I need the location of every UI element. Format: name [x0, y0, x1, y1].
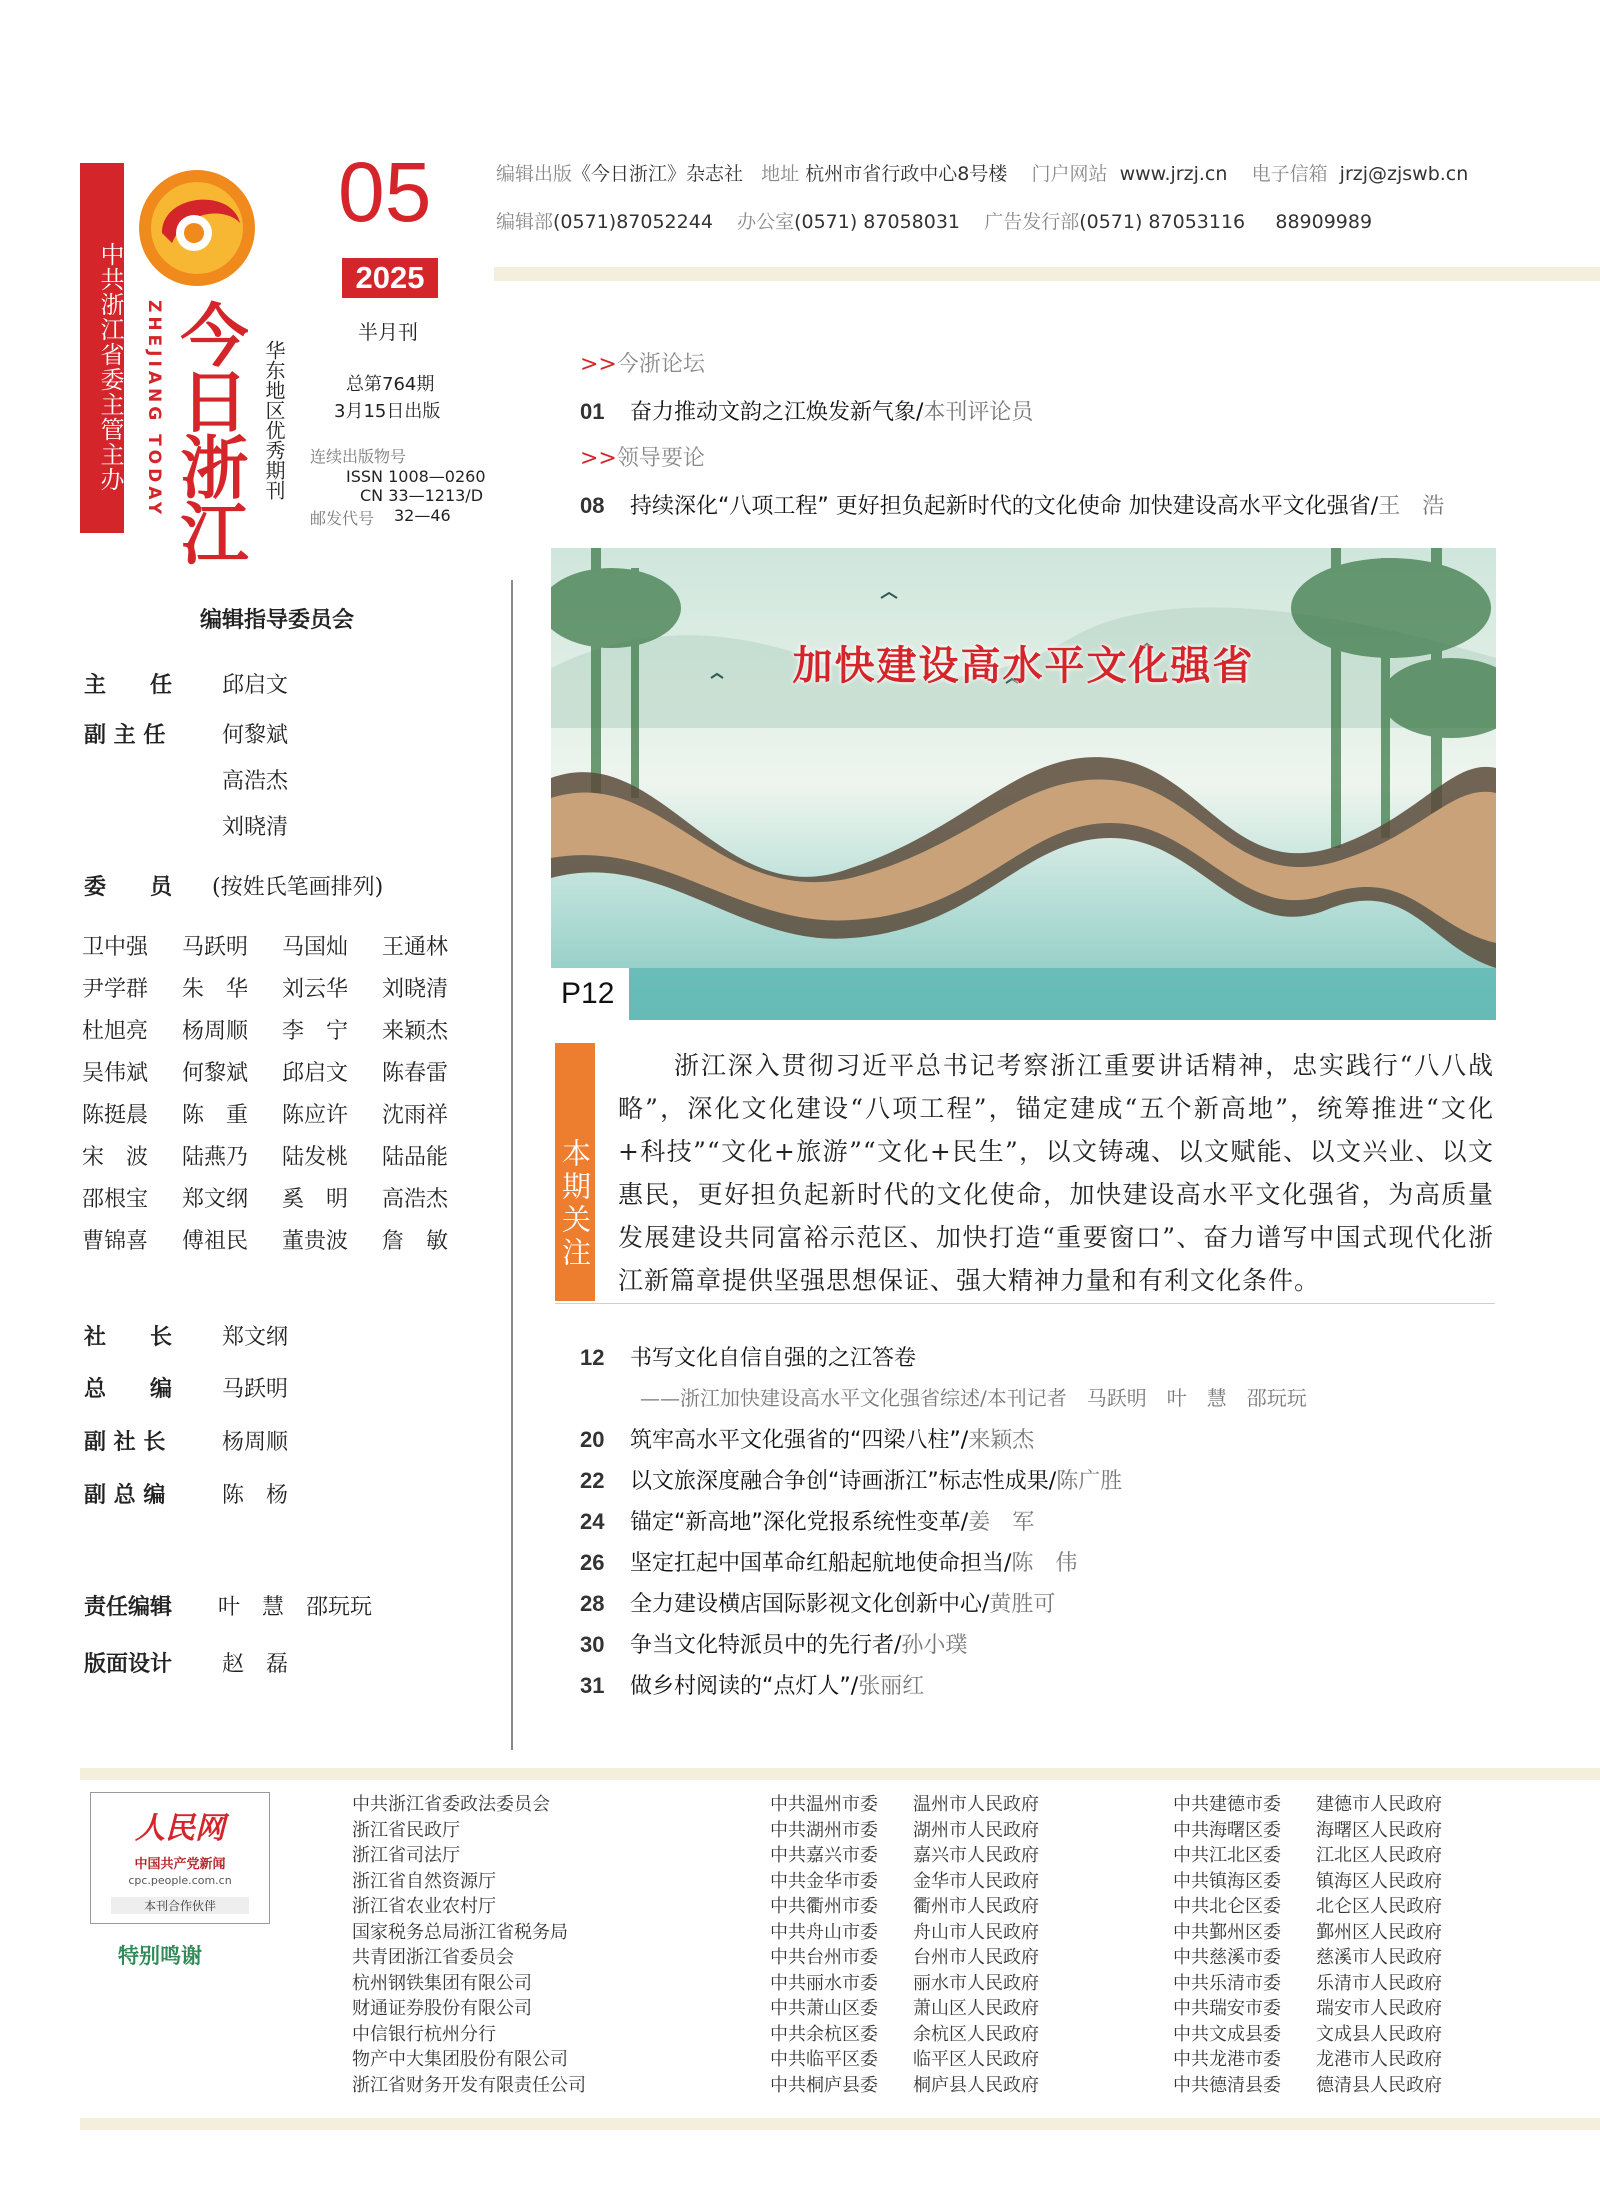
office-label: 办公室	[737, 211, 795, 233]
toc-item-24[interactable]	[580, 1505, 1307, 1546]
thanks-entry: 财通证券股份有限公司	[352, 1998, 532, 2019]
vice-president-name: 杨周顺	[222, 1430, 289, 1455]
thanks-entry: 慈溪市人民政府	[1316, 1947, 1442, 1968]
thanks-entry: 文成县人民政府	[1316, 2023, 1442, 2045]
thanks-col-2	[770, 1792, 878, 2098]
member-name: 陈 重	[182, 1103, 249, 1128]
member-name: 卫中强	[82, 935, 149, 960]
thanks-entry: 中共浙江省委政法委员会	[352, 1794, 550, 1815]
thanks-entry: 共青团浙江省委员会	[352, 1947, 514, 1968]
thanks-entry: 临平区人民政府	[913, 2049, 1039, 2070]
title-english: ZHEJIANG TODAY	[144, 300, 164, 519]
toc-item-26[interactable]	[580, 1546, 1307, 1587]
postal-code: 32—46	[394, 506, 451, 525]
thanks-entry: 中共鄞州区委	[1173, 1921, 1281, 1943]
toc-author: ——浙江加快建设高水平文化强省综述/本刊记者 马跃明 叶 慧 邵玩玩	[640, 1386, 1307, 1410]
toc-page: 28	[580, 1591, 605, 1616]
thanks-entry: 丽水市人民政府	[913, 1972, 1039, 1994]
toc-list	[580, 1341, 1307, 1710]
toc-page: 20	[580, 1427, 605, 1452]
ad-label: 广告发行部	[984, 211, 1080, 233]
thanks-entry: 桐庐县人民政府	[913, 2074, 1039, 2096]
focus-rule	[555, 1303, 1495, 1304]
thanks-entry: 中共温州市委	[770, 1794, 878, 1815]
toc-item-20[interactable]	[580, 1423, 1307, 1464]
thanks-entry: 中共湖州市委	[770, 1819, 878, 1841]
member-name: 董贵波	[282, 1229, 349, 1254]
thanks-entry: 萧山区人民政府	[913, 1998, 1039, 2019]
thanks-entry: 湖州市人民政府	[913, 1819, 1039, 1841]
toc-title: 书写文化自信自强的之江答卷	[630, 1346, 917, 1371]
member-name: 沈雨祥	[382, 1103, 449, 1128]
member-name: 刘云华	[282, 977, 349, 1002]
president-label: 社 长	[84, 1325, 173, 1350]
thanks-entry: 浙江省司法厅	[352, 1845, 460, 1866]
focus-text: 浙江深入贯彻习近平总书记考察浙江重要讲话精神，忠实践行“八八战略”，深化文化建设“八项工程”，锚定建成“五个新高地”，统筹推进“文化+科技”“文化+旅游”“文化+民生”，以文铸魂、以文赋能、以文兴业、以文惠民，更好担负起新时代的文化使命，加快建设高水平文化强省，为高质量发展建设共同富裕示范区、加快打造“重要窗口”、奋力谱写中国式现代化浙江新篇章提供坚强思想保证、强大精神力量和有利文化条件。	[618, 1051, 1494, 1295]
people-logo-sub: 中国共产党新闻	[134, 1857, 226, 1872]
thanks-entry: 杭州钢铁集团有限公司	[352, 1972, 532, 1994]
publish-date: 3月15日出版	[334, 401, 441, 422]
thanks-entry: 舟山市人民政府	[913, 1921, 1039, 1943]
toc-item-28[interactable]	[580, 1587, 1307, 1628]
thanks-entry: 余杭区人民政府	[913, 2023, 1039, 2045]
member-name: 詹 敏	[382, 1229, 449, 1254]
deputy-label: 副 主 任	[84, 723, 166, 748]
people-logo-text: 人民网	[135, 1811, 225, 1846]
members-grid	[82, 930, 482, 1255]
member-name: 吴伟斌	[82, 1061, 149, 1086]
vice-president-label: 副 社 长	[84, 1430, 166, 1455]
toc-author: 陈广胜	[1056, 1469, 1123, 1494]
office-phone: (0571) 87058031	[794, 211, 961, 233]
section-head-leaders	[580, 441, 705, 472]
thanks-entry: 中共文成县委	[1173, 2023, 1281, 2045]
toc-title: 以文旅深度融合争创“诗画浙江”标志性成果/	[630, 1469, 1057, 1494]
editor-label: 责任编辑	[84, 1595, 173, 1620]
banner-page-label: P12	[551, 968, 629, 1020]
toc-page: 08	[580, 493, 605, 518]
thanks-entry: 北仑区人民政府	[1316, 1896, 1442, 1917]
thanks-entry: 鄞州区人民政府	[1316, 1921, 1442, 1943]
deputy-name: 何黎斌	[222, 723, 289, 748]
members-note: (按姓氏笔画排列)	[212, 875, 384, 900]
toc-title: 持续深化“八项工程” 更好担负起新时代的文化使命 加快建设高水平文化强省/	[630, 494, 1379, 519]
editor-names: 叶 慧 邵玩玩	[218, 1595, 373, 1620]
member-name: 来颖杰	[382, 1019, 449, 1044]
thanks-entry: 龙港市人民政府	[1316, 2049, 1442, 2070]
thanks-entry: 浙江省财务开发有限责任公司	[352, 2074, 586, 2096]
thanks-col-1	[352, 1792, 586, 2098]
thanks-entry: 浙江省自然资源厅	[352, 1870, 496, 1892]
special-thanks: 特别鸣谢	[118, 1943, 202, 1968]
president-name: 郑文纲	[222, 1325, 289, 1350]
toc-title: 坚定扛起中国革命红船起航地使命担当/	[630, 1551, 1012, 1576]
section-leaders-label: 领导要论	[616, 446, 705, 471]
thanks-entry: 中共龙港市委	[1173, 2049, 1281, 2070]
member-name: 王通林	[382, 935, 449, 960]
postal-label: 邮发代号	[310, 509, 375, 528]
thanks-entry: 中共北仑区委	[1173, 1896, 1281, 1917]
toc-title: 争当文化特派员中的先行者/	[630, 1633, 902, 1658]
thanks-entry: 德清县人民政府	[1316, 2074, 1442, 2096]
member-name: 何黎斌	[182, 1061, 249, 1086]
cn-number: CN 33—1213/D	[360, 486, 484, 505]
toc-author: 陈 伟	[1011, 1551, 1078, 1576]
toc-author: 黄胜可	[989, 1592, 1056, 1617]
toc-item-30[interactable]	[580, 1628, 1307, 1669]
thanks-entry: 中共萧山区委	[770, 1998, 878, 2019]
deputy-name: 高浩杰	[222, 769, 289, 794]
thanks-entry: 台州市人民政府	[913, 1947, 1039, 1968]
thanks-entry: 中共丽水市委	[770, 1972, 878, 1994]
thanks-entry: 温州市人民政府	[913, 1794, 1039, 1815]
publisher-label: 编辑出版	[496, 163, 573, 185]
thanks-entry: 乐清市人民政府	[1316, 1972, 1442, 1994]
member-name: 奚 明	[282, 1187, 349, 1212]
member-name: 陈挺晨	[82, 1103, 149, 1128]
thanks-col-3	[913, 1792, 1039, 2098]
thanks-entry: 中共镇海区委	[1173, 1870, 1281, 1892]
toc-item-01[interactable]	[580, 395, 1033, 426]
thanks-entry: 金华市人民政府	[913, 1870, 1039, 1892]
thanks-entry: 中共桐庐县委	[770, 2074, 878, 2096]
toc-subtitle	[580, 1382, 1307, 1423]
toc-page: 31	[580, 1673, 605, 1698]
feature-banner[interactable]	[551, 548, 1496, 1020]
member-name: 朱 华	[182, 977, 249, 1002]
issue-number: 05	[338, 145, 432, 239]
toc-item-08[interactable]	[580, 489, 1444, 520]
ad-phone: (0571) 87053116	[1079, 211, 1246, 233]
logo-sun-icon	[132, 163, 262, 293]
people-logo-url: cpc.people.com.cn	[128, 1874, 232, 1887]
toc-author: 本刊评论员	[923, 400, 1034, 425]
thanks-entry: 海曙区人民政府	[1316, 1819, 1442, 1841]
designer-label: 版面设计	[84, 1652, 173, 1677]
title-chinese: 今日浙江	[169, 300, 249, 564]
thanks-entry: 中共江北区委	[1173, 1845, 1281, 1866]
thanks-entry: 江北区人民政府	[1316, 1845, 1442, 1866]
email-label: 电子信箱	[1251, 163, 1328, 185]
thanks-entry: 中共临平区委	[770, 2049, 878, 2070]
vice-chief-label: 副 总 编	[84, 1483, 166, 1508]
portal-link[interactable]: www.jrzj.cn	[1119, 163, 1228, 185]
header-row-2	[496, 207, 1372, 234]
honor-text: 华东地区优秀期刊	[262, 340, 286, 500]
member-name: 陈应许	[282, 1103, 349, 1128]
publisher: 《今日浙江》杂志社	[572, 163, 744, 185]
thanks-entry: 中共海曙区委	[1173, 1819, 1281, 1841]
member-name: 马跃明	[182, 935, 249, 960]
toc-page: 24	[580, 1509, 605, 1534]
thanks-entry: 中共台州市委	[770, 1947, 878, 1968]
toc-author: 张丽红	[858, 1674, 925, 1699]
chief-name: 马跃明	[222, 1377, 289, 1402]
section-forum-label: 今浙论坛	[616, 352, 705, 377]
toc-title: 全力建设横店国际影视文化创新中心/	[630, 1592, 990, 1617]
chief-label: 总 编	[84, 1377, 173, 1402]
vice-chief-name: 陈 杨	[222, 1483, 289, 1508]
header-rule	[494, 267, 1600, 281]
issn: ISSN 1008—0260	[346, 467, 486, 486]
toc-item-12[interactable]	[580, 1341, 1307, 1382]
toc-page: 26	[580, 1550, 605, 1575]
arrows-icon: >>	[580, 446, 617, 471]
toc-item-31[interactable]	[580, 1669, 1307, 1710]
member-name: 陆品能	[382, 1145, 449, 1170]
editorial-phone: (0571)87052244	[553, 211, 713, 233]
thanks-entry: 国家税务总局浙江省税务局	[352, 1921, 568, 1943]
thanks-entry: 浙江省民政厅	[352, 1819, 460, 1841]
member-name: 郑文纲	[182, 1187, 249, 1212]
toc-title: 锚定“新高地”深化党报系统性变革/	[630, 1510, 969, 1535]
thanks-entry: 中共乐清市委	[1173, 1972, 1281, 1994]
thanks-entry: 物产中大集团股份有限公司	[352, 2049, 568, 2070]
member-name: 陆燕乃	[182, 1145, 249, 1170]
thanks-entry: 建德市人民政府	[1316, 1794, 1442, 1815]
address-label: 地址	[761, 163, 800, 185]
toc-title: 做乡村阅读的“点灯人”/	[630, 1674, 859, 1699]
deputy-name: 刘晓清	[222, 815, 289, 840]
thanks-entry: 中共慈溪市委	[1173, 1947, 1281, 1968]
partner-logo[interactable]	[90, 1792, 270, 1924]
member-name: 宋 波	[82, 1145, 149, 1170]
committee-heading: 编辑指导委员会	[200, 608, 355, 633]
toc-title: 筑牢高水平文化强省的“四梁八柱”/	[630, 1428, 969, 1453]
header-row-1	[496, 159, 1468, 186]
member-name: 李 宁	[282, 1019, 349, 1044]
arrows-icon: >>	[580, 352, 617, 377]
member-name: 傅祖民	[182, 1229, 249, 1254]
toc-page: 01	[580, 399, 605, 424]
partner-label: 本刊合作伙伴	[111, 1897, 249, 1914]
designer-name: 赵 磊	[222, 1652, 289, 1677]
member-name: 刘晓清	[382, 977, 449, 1002]
member-name: 陈春雷	[382, 1061, 449, 1086]
toc-author: 姜 军	[968, 1510, 1035, 1535]
banner-illustration	[551, 548, 1496, 1020]
member-name: 陆发桃	[282, 1145, 349, 1170]
thanks-entry: 镇海区人民政府	[1316, 1870, 1442, 1892]
member-name: 高浩杰	[382, 1187, 449, 1212]
members-label: 委 员	[84, 875, 173, 900]
member-name: 邱启文	[282, 1061, 349, 1086]
thanks-entry: 中共瑞安市委	[1173, 1998, 1281, 2019]
toc-page: 12	[580, 1345, 605, 1370]
section-head-forum	[580, 347, 705, 378]
thanks-entry: 中共余杭区委	[770, 2023, 878, 2045]
serial-label: 连续出版物号	[310, 447, 407, 466]
ad-phone-2: 88909989	[1275, 211, 1373, 233]
thanks-entry: 瑞安市人民政府	[1316, 1998, 1442, 2019]
member-name: 尹学群	[82, 977, 149, 1002]
editorial-label: 编辑部	[496, 211, 554, 233]
focus-tag: 本期关注	[555, 1043, 595, 1301]
director-name: 邱启文	[222, 673, 289, 698]
banner-title: 加快建设高水平文化强省	[792, 643, 1255, 689]
member-name: 曹锦喜	[82, 1229, 149, 1254]
thanks-col-5	[1316, 1792, 1442, 2098]
thanks-entry: 中共建德市委	[1173, 1794, 1281, 1815]
footer-rule-bottom	[80, 2118, 1600, 2130]
portal-label: 门户网站	[1031, 163, 1108, 185]
thanks-entry: 中信银行杭州分行	[352, 2023, 496, 2045]
toc-title: 奋力推动文韵之江焕发新气象/	[630, 400, 924, 425]
thanks-col-4	[1173, 1792, 1281, 2098]
thanks-entry: 中共金华市委	[770, 1870, 878, 1892]
issue-year: 2025	[342, 258, 438, 298]
thanks-entry: 嘉兴市人民政府	[913, 1845, 1039, 1866]
toc-author: 来颖杰	[968, 1428, 1035, 1453]
toc-page: 22	[580, 1468, 605, 1493]
director-label: 主 任	[84, 673, 173, 698]
column-divider	[511, 580, 513, 1750]
email-link[interactable]: jrzj@zjswb.cn	[1339, 163, 1469, 185]
toc-author: 孙小璞	[901, 1633, 968, 1658]
thanks-entry: 中共衢州市委	[770, 1896, 878, 1917]
member-name: 杜旭亮	[82, 1019, 149, 1044]
sponsor-vertical-bar: 中共浙江省委主管主办	[80, 163, 124, 533]
thanks-entry: 中共德清县委	[1173, 2074, 1281, 2096]
thanks-entry: 中共嘉兴市委	[770, 1845, 878, 1866]
toc-item-22[interactable]	[580, 1464, 1307, 1505]
member-name: 杨周顺	[182, 1019, 249, 1044]
frequency: 半月刊	[358, 320, 418, 344]
address: 杭州市省行政中心8号楼	[805, 163, 1008, 185]
footer-rule-top	[80, 1768, 1600, 1780]
member-name: 马国灿	[282, 935, 349, 960]
member-name: 邵根宝	[82, 1187, 149, 1212]
thanks-entry: 衢州市人民政府	[913, 1896, 1039, 1917]
thanks-entry: 中共舟山市委	[770, 1921, 878, 1943]
toc-page: 30	[580, 1632, 605, 1657]
thanks-entry: 浙江省农业农村厅	[352, 1896, 496, 1917]
toc-author: 王 浩	[1378, 494, 1445, 519]
total-issue: 总第764期	[346, 374, 435, 395]
